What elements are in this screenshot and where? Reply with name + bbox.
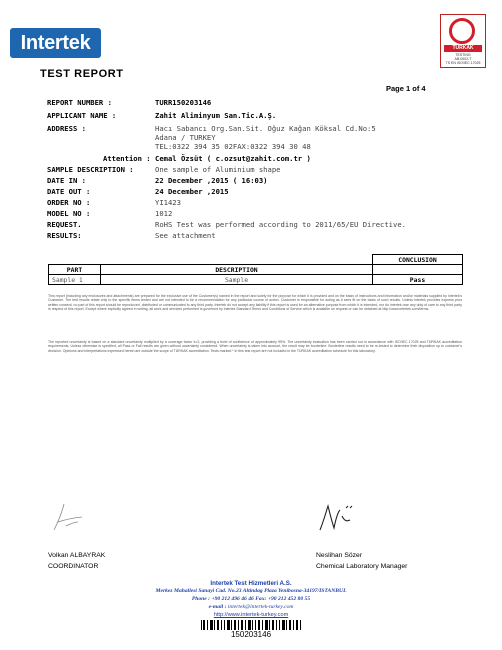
results-label: RESULTS: [47, 231, 82, 240]
footer-address: Merkez Mahallesi Sanayi Cad. No.23 Altindag Plaza Yenibosna-34197/ISTANBUL [155, 588, 347, 594]
attention-label: Attention : [103, 154, 151, 163]
part-header: PART [49, 265, 101, 275]
date-out-value: 24 December ,2015 [155, 187, 229, 196]
table-row [49, 275, 463, 285]
badge-line1: TESTING [455, 53, 471, 57]
model-no-label: MODEL NO : [47, 209, 91, 218]
order-no-value: YI1423 [155, 198, 181, 207]
badge-name: TÜRKAK [444, 45, 482, 52]
report-number-label: REPORT NUMBER : [47, 98, 112, 107]
address-line3: TEL:0322 394 35 02FAX:0322 394 30 48 [155, 142, 311, 151]
intertek-logo: Intertek [10, 28, 101, 58]
model-no-value: 1012 [155, 209, 173, 218]
left-signatory-name: Volkan ALBAYRAK [48, 552, 106, 559]
sample-description-label: SAMPLE DESCRIPTION : [47, 165, 134, 174]
footer-phone-fax [0, 596, 502, 602]
attention-value: Cemal Özsüt ( c.ozsut@zahit.com.tr ) [155, 154, 311, 163]
left-signatory-title: COORDINATOR [48, 563, 99, 570]
fax-value: +90 212 452 80 55 [267, 596, 311, 602]
address-label: ADDRESS : [47, 124, 86, 133]
request-label: REQUEST. [47, 220, 82, 229]
uncertainty-paragraph: The reported uncertainty is based on a standard uncertainty multiplied by a coverage factor k=2, providing a level of confidence of approximately 95%. The uncertainty evaluation has been carried out in accordance with ISO/IEC 17025 and TÜRKAK accreditation requirements. Unless otherwise is specified, all Pass or Fail results are given without uncertainty considered. When uncertainty is taken into account, the result may be borderline. Borderline results need to be re-tested to determine their disposition up to customer's decision. Opinions and interpretations expressed herein are outside the scope of TÜRKAK accreditation. Tests marked * in this test report are not included in the TÜRKAK accreditation schedule for this laboratory. [48, 340, 462, 353]
barcode-number: 150203146 [230, 630, 272, 639]
phone-label: Phone : [191, 596, 211, 602]
email-label: e-mail : [208, 604, 227, 610]
applicant-value: Zahit Aliminyum San.Tic.A.Ş. [155, 111, 277, 120]
email-link[interactable]: intertek@intertek-turkey.com [227, 604, 294, 610]
barcode-image [200, 620, 302, 630]
phone-value: +90 212 496 46 46 [211, 596, 254, 602]
request-value: RoHS Test was performed according to 2011/65/EU Directive. [155, 220, 406, 229]
date-in-label: DATE IN : [47, 176, 86, 185]
conclusion-cell: Pass [373, 275, 463, 285]
date-in-value: 22 December ,2015 ( 16:03) [155, 176, 268, 185]
address-line2: Adana / TURKEY [155, 133, 216, 142]
right-signatory-title: Chemical Laboratory Manager [316, 563, 408, 570]
footer-email-line [0, 604, 502, 610]
applicant-label: APPLICANT NAME : [47, 111, 117, 120]
document-title: TEST REPORT [40, 68, 124, 80]
badge-line3: TS EN ISO/IEC 17025 [445, 61, 481, 65]
report-number-value: TURR150203146 [155, 98, 212, 107]
description-cell: Sample [101, 275, 373, 285]
disclaimer-paragraph: This report (including any enclosures and attachments) are prepared for the exclusive use of the Customer(s) named in the report and solely for the purpose for which it is provided and on the basis of instructions and information and/or materials supplied by Intertek's Customer. The test results relate only to the specific items tested and are not intended to be a recommendation for any particular course of action. Customer is responsible for acting as it sees fit on the basis of such results. Unless Intertek provides express prior written consent, no part of this report should be reproduced, distributed or communicated to any third party. Intertek do not accept any liability if this report is used for an alternative purpose from which it is intended, nor do Intertek owe any duty of care to any third party in respect of this report. Except where explicitly agreed in writing, all work and services performed is governed by Intertek Standard Terms and Conditions of Service which is available on request or can be obtained at http://www.intertek.com/terms. [48, 294, 462, 312]
turkak-accreditation-badge [440, 14, 486, 68]
right-signatory-name: Neslihan Sözer [316, 552, 363, 559]
footer-company: Intertek Test Hizmetleri A.S. [210, 580, 292, 587]
fax-label: Fax: [255, 596, 267, 602]
right-signature-image [316, 500, 360, 536]
website-link[interactable]: http://www.intertek-turkey.com [213, 612, 289, 618]
sample-description-value: One sample of Aluminium shape [155, 165, 281, 174]
page-number: Page 1 of 4 [386, 84, 426, 93]
address-line1: Hacı Sabancı Org.San.Sit. Oğuz Kağan Köksal Cd.No:5 [155, 124, 376, 133]
part-cell: Sample 1 [49, 275, 101, 285]
results-value: See attachment [155, 231, 216, 240]
description-header: DESCRIPTION [101, 265, 373, 275]
table-header-row [49, 265, 463, 275]
date-out-label: DATE OUT : [47, 187, 91, 196]
left-signature-image [48, 500, 88, 536]
results-table [48, 254, 463, 285]
turkak-logo-icon [449, 18, 475, 44]
badge-line2: AB-0002-T [454, 57, 472, 61]
order-no-label: ORDER NO : [47, 198, 91, 207]
conclusion-header: CONCLUSION [373, 255, 463, 265]
